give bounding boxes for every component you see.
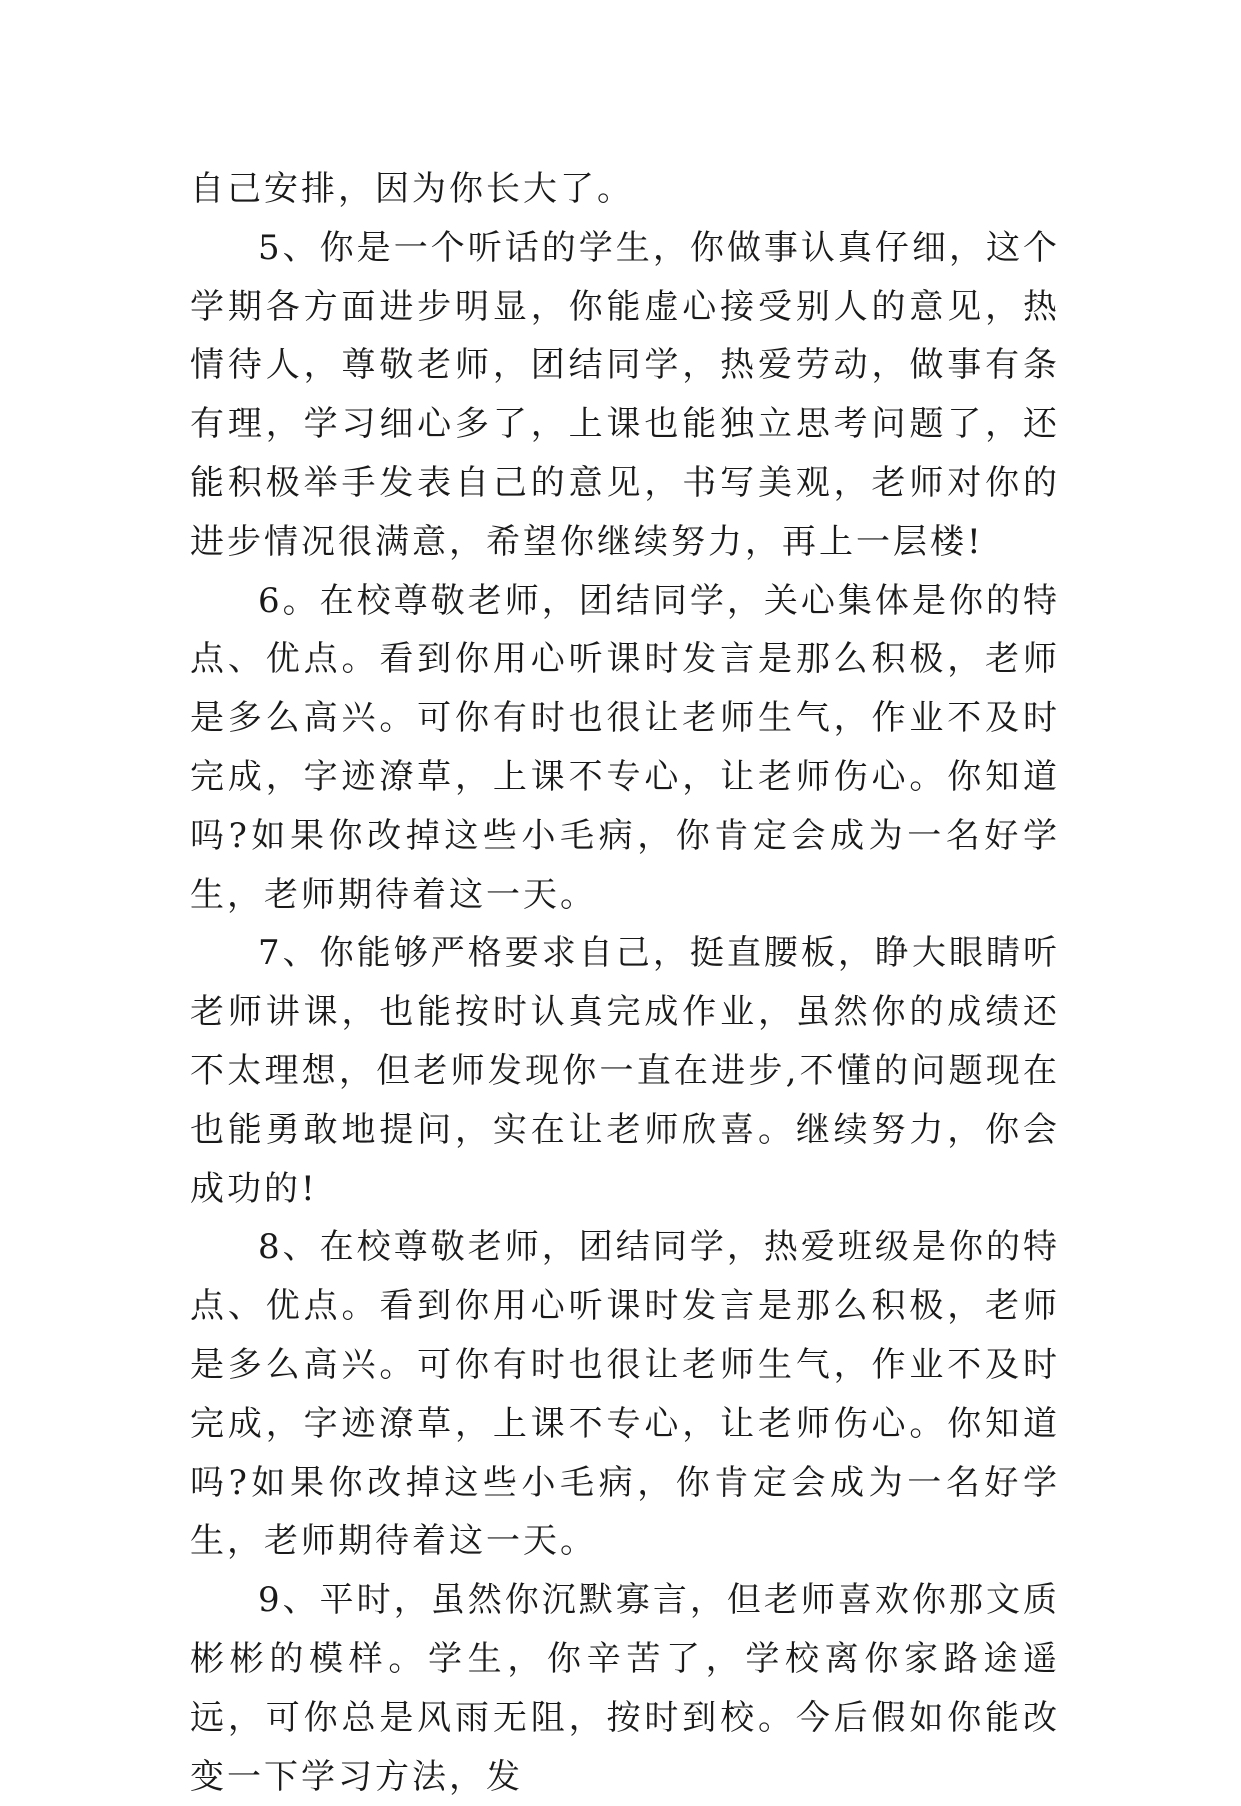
paragraph-comment-6: 6。在校尊敬老师，团结同学，关心集体是你的特点、优点。看到你用心听课时发言是那么积极，老师是多么高兴。可你有时也很让老师生气，作业不及时完成，字迹潦草，上课不专心，让老师伤心。你知道吗?如果你改掉这些小毛病，你肯定会成为一名好学生，老师期待着这一天。 (190, 580, 1060, 915)
document-body (190, 160, 1060, 1806)
paragraph-comment-9: 9、平时，虽然你沉默寡言，但老师喜欢你那文质彬彬的模样。学生，你辛苦了，学校离你家路途遥远，可你总是风雨无阻，按时到校。今后假如你能改变一下学习方法，发 (190, 1580, 1060, 1797)
paragraph-continuation: 自己安排，因为你长大了。 (190, 169, 634, 209)
paragraph-comment-8: 8、在校尊敬老师，团结同学，热爱班级是你的特点、优点。看到你用心听课时发言是那么积极，老师是多么高兴。可你有时也很让老师生气，作业不及时完成，字迹潦草，上课不专心，让老师伤心。你知道吗?如果你改掉这些小毛病，你肯定会成为一名好学生，老师期待着这一天。 (190, 1227, 1060, 1562)
paragraph-comment-5: 5、你是一个听话的学生，你做事认真仔细，这个学期各方面进步明显，你能虚心接受别人的意见，热情待人，尊敬老师，团结同学，热爱劳动，做事有条有理，学习细心多了，上课也能独立思考问题了，还能积极举手发表自己的意见，书写美观，老师对你的进步情况很满意，希望你继续努力，再上一层楼! (190, 227, 1060, 562)
paragraph-comment-7: 7、你能够严格要求自己，挺直腰板，睁大眼睛听老师讲课，也能按时认真完成作业，虽然你的成绩还不太理想，但老师发现你一直在进步,不懂的问题现在也能勇敢地提问，实在让老师欣喜。继续努力，你会成功的! (190, 933, 1060, 1209)
